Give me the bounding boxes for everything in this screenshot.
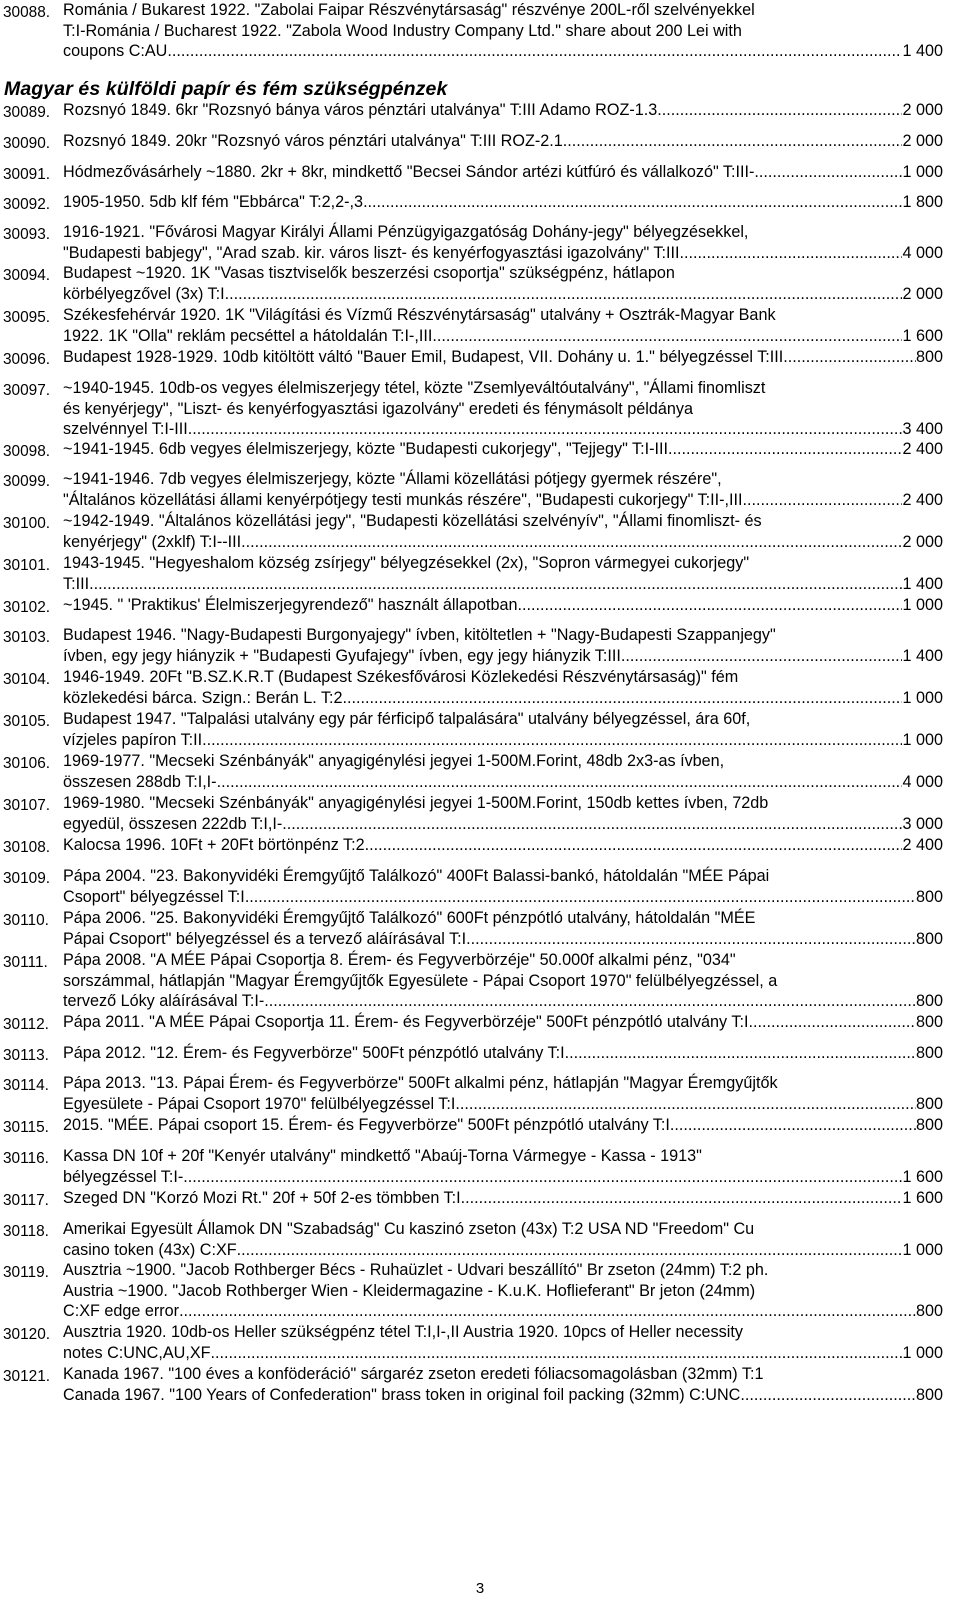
lot-description-text: Pápa 2008. "A MÉE Pápai Csoportja 8. Érem- és Fegyverbörzéje" 50.000f alkalmi pénz, "034" [63,951,736,969]
lot-price: 800 [915,887,943,906]
lot-description-text: Pápa 2012. "12. Érem- és Fegyverbörze" 500Ft pénzpótló utalvány T:I [63,1044,565,1062]
dot-leader [282,814,902,835]
lot-price: 800 [915,1302,943,1320]
lot-description-text: "Budapesti babjegy", "Arad szab. kir. város liszt- és kenyérfogyasztási igazolvány" T:III [63,243,680,262]
dot-leader [740,1385,916,1406]
lot-description-text: Székesfehérvár 1920. 1K "Világítási és Vízmű Részvénytársaság" utalvány + Osztrák-Magyar Bank [63,306,776,324]
lot-description-line [63,709,943,730]
lot-description-text: Amerikai Egyesült Államok DN "Szabadság" Cu kaszinó zseton (43x) T:2 USA ND "Freedom" Cu [63,1220,755,1238]
lot-description-line [63,730,943,751]
lot-description-text: Budapest 1946. "Nagy-Budapesti Burgonyajegy" ívben, kitöltetlen + "Nagy-Budapesti Szappanjegy" [63,626,776,644]
lot-description-line [63,490,943,511]
lot-number: 30112. [3,1016,49,1033]
lot-description-line [63,1343,943,1364]
lot-description-text: Canada 1967. "100 Years of Confederation" brass token in original foil packing (32mm) C:UNC [63,1385,741,1404]
lot-number: 30102. [3,599,51,616]
lot-number: 30113. [3,1047,49,1064]
lot-description-line [63,908,943,929]
lot-description-line [63,688,943,709]
lot-price: 1 600 [902,326,943,345]
lot-price: 1 000 [902,163,943,181]
lot-description-line [63,887,943,908]
lot-number: 30120. [3,1326,51,1343]
lot-description-text: Ausztria ~1900. "Jacob Rothberger Bécs - Ruhaüzlet - Udvari beszállító" Br zseton (24mm) T:2 ph. [63,1261,769,1279]
dot-leader [363,192,902,213]
lot-description-text: "Általános közellátási állami kenyérpótjegy testi munkás részére", "Budapesti cukorjegy" T:II-,III [63,490,743,509]
lot-number: 30119. [3,1264,49,1281]
lot-description-line [63,100,943,121]
dot-leader [461,1188,903,1209]
lot-price: 800 [915,1044,943,1062]
lot-description-text: C:XF edge error [63,1302,180,1320]
lot-description-text: ~1941-1946. 7db vegyes élelmiszerjegy, közte "Állami közellátási pótjegy gyermek részére", [63,470,722,488]
lot-description-line [63,866,943,887]
lot-description [63,162,943,183]
lot-description-text: Kalocsa 1996. 10Ft + 20Ft börtönpénz T:2 [63,836,365,854]
lot-description-line [63,835,943,856]
lot-description-line [63,305,943,326]
lot-description-line [63,1322,943,1343]
lot-price: 4 000 [902,772,943,791]
lot-description-line [63,1385,943,1406]
dot-leader [188,419,903,440]
lot-number: 30094. [3,267,51,284]
lot-number: 30104. [3,671,51,688]
lot-description [63,469,943,510]
lot-description-line [63,1188,943,1209]
lot-description-line [63,772,943,793]
lot-description-line [63,419,943,440]
lot-description-text: 1905-1950. 5db klf fém "Ebbárca" T:2,2-,3 [63,193,364,211]
lot-description-text: Pápa 2006. "25. Bakonyvidéki Éremgyűjtő Találkozó" 600Ft pénzpótló utalvány, hátoldalán "MÉE [63,909,756,927]
lot-description-line [63,326,943,347]
dot-leader [89,574,902,595]
lot-description-line [63,222,943,243]
lot-description-line [63,971,943,992]
lot-number: 30117. [3,1192,49,1209]
lot-description-line [63,1281,943,1302]
dot-leader [179,1301,916,1322]
dot-leader [668,439,902,460]
dot-leader [225,284,903,305]
lot-description-line [63,263,943,284]
lot-description-text: 1946-1949. 20Ft "B.SZ.K.R.T (Budapest Székesfővárosi Közlekedési Részvénytársaság)" fém [63,668,739,686]
dot-leader [565,1043,916,1064]
lot-description-text: ~1941-1945. 6db vegyes élelmiszerjegy, közte "Budapesti cukorjegy", "Tejjegy" T:I-III [63,440,669,458]
lot-number: 30109. [3,870,51,887]
lot-description [63,866,943,907]
lot-number: 30114. [3,1077,49,1094]
dot-leader [183,1167,902,1188]
lot-description [63,793,943,834]
dot-leader [753,1012,916,1033]
lot-number: 30110. [3,912,49,929]
lot-description-text: és kenyérjegy", "Liszt- és kenyérfogyasztási igazolvány" eredeti és fénymásolt példánya [63,399,693,418]
dot-leader [211,1343,903,1364]
lot-description [63,1322,943,1363]
lot-description-text: Hódmezővásárhely ~1880. 2kr + 8kr, mindkettő "Becsei Sándor artézi kútfúró és vállalkozó" T:III- [63,163,755,181]
lot-price: 3 400 [902,420,943,438]
lot-price: 1 600 [902,1189,943,1207]
lot-description [63,305,943,346]
lot-description-line [63,553,943,574]
lot-number: 30108. [3,839,51,856]
lot-description-text: ~1942-1949. "Általános közellátási jegy", "Budapesti közellátási szelvényív", "Állami finomliszt- és [63,512,762,530]
lot-description-line [63,929,943,950]
lot-description-line [63,1094,943,1115]
lot-number: 30111. [3,954,48,971]
lot-description-line [63,41,943,62]
lot-price: 4 000 [902,243,943,262]
dot-leader [455,1094,916,1115]
lot-description-line [63,1115,943,1136]
lot-description [63,100,943,121]
lot-description-text: ívben, egy jegy hiányzik + "Budapesti Gyufajegy" ívben, egy jegy hiányzik T:III [63,646,621,665]
lot-description-text: 1943-1945. "Hegyeshalom község zsírjegy" bélyegzésekkel (2x), "Sopron vármegyei cukorjegy" [63,554,750,572]
lot-description-line [63,1240,943,1261]
lot-description-line [63,284,943,305]
lot-description-line [63,469,943,490]
lot-description [63,192,943,213]
lot-description-line [63,595,943,616]
lot-number: 30091. [3,166,51,183]
lot-description-text: Budapest ~1920. 1K "Vasas tisztviselők beszerzési csoportja" szükségpénz, hátlapon [63,264,675,282]
lot-price: 2 000 [902,284,943,303]
lot-number: 30103. [3,629,51,646]
lot-description-line [63,1219,943,1240]
lot-description-text: notes C:UNC,AU,XF [63,1343,211,1362]
lot-description [63,439,943,460]
lot-description [63,1146,943,1187]
lot-description-text: Egyesülete - Pápai Csoport 1970" felülbélyegzéssel T:I [63,1094,456,1113]
lot-description [63,1115,943,1136]
dot-leader [241,532,902,553]
lot-number: 30098. [3,443,51,460]
lot-price: 2 000 [902,532,943,551]
lot-description [63,1043,943,1064]
lot-description-text: 1969-1977. "Mecseki Szénbányák" anyagigénylési jegyei 1-500M.Forint, 48db 2x3-as ívben, [63,752,725,770]
lot-description-text: kenyérjegy" (2xklf) T:I--III [63,532,242,551]
lot-description [63,709,943,750]
lot-description-line [63,131,943,152]
lot-description-text: összesen 288db T:I,I- [63,772,217,791]
lot-price: 3 000 [902,814,943,833]
lot-price: 800 [915,1385,943,1404]
lot-description [63,378,943,440]
lot-description-line [63,243,943,264]
dot-leader [743,490,903,511]
lot-description-line [63,1012,943,1033]
lot-description-text: T:I-Románia / Bucharest 1922. "Zabola Wood Industry Company Ltd." share about 200 Lei with [63,21,742,40]
lot-number: 30115. [3,1119,49,1136]
lot-price: 800 [915,1116,943,1134]
lot-description-text: Szeged DN "Korzó Mozi Rt." 20f + 50f 2-es tömbben T:I [63,1189,461,1207]
dot-leader [264,991,916,1012]
lot-price: 800 [915,348,943,366]
lot-price: 1 000 [902,596,943,614]
lot-description-line [63,793,943,814]
lot-number: 30107. [3,797,51,814]
lot-description-text: ~1940-1945. 10db-os vegyes élelmiszerjegy tétel, közte "Zsemlyeváltóutalvány", "Állami finomliszt [63,379,766,397]
lot-number: 30101. [3,557,51,574]
lot-description-text: szelvénnyel T:I-III [63,420,188,438]
lot-price: 1 000 [902,688,943,707]
dot-leader [621,646,903,667]
lot-description-text: Románia / Bukarest 1922. "Zabolai Faipar Részvénytársaság" részvénye 200L-ről szelvényekkel [63,1,755,19]
lot-description [63,1219,943,1260]
lot-number: 30106. [3,755,51,772]
lot-description [63,222,943,263]
lot-price: 2 400 [902,440,943,458]
lot-description [63,511,943,552]
lot-price: 1 000 [902,1343,943,1362]
lot-number: 30093. [3,226,51,243]
dot-leader [567,131,902,152]
lot-description-line [63,439,943,460]
dot-leader [680,243,903,264]
lot-description-text: közlekedési bárca. Szign.: Berán L. T:2 [63,688,343,707]
lot-price: 1 400 [902,42,943,60]
lot-description-text: Austria ~1900. "Jacob Rothberger Wien - Kleidermagazine - K.u.K. Hoflieferant" Br jeton (24mm) [63,1281,756,1300]
dot-leader [245,887,916,908]
lot-description [63,1364,943,1405]
lot-price: 2 000 [902,101,943,119]
lot-number: 30089. [3,104,51,121]
lot-description-line [63,1167,943,1188]
lot-description-line [63,162,943,183]
lot-description-line [63,399,943,420]
lot-description-line [63,667,943,688]
lot-description [63,131,943,152]
dot-leader [343,688,903,709]
lot-description-line [63,991,943,1012]
lot-description-text: Kanada 1967. "100 éves a konföderáció" sárgaréz zseton eredeti fóliacsomagolásban (32mm) T:1 [63,1365,764,1383]
lot-number: 30099. [3,473,51,490]
dot-leader [788,347,916,368]
lot-description [63,263,943,304]
lot-description [63,625,943,666]
lot-description-text: 1916-1921. "Fővárosi Magyar Királyi Állami Pénzügyigazgatóság Dohány-jegy" bélyegzésekkel, [63,223,749,241]
lot-price: 1 000 [902,1240,943,1259]
lot-description-line [63,532,943,553]
dot-leader [202,730,902,751]
lot-description [63,595,943,616]
dot-leader [657,100,902,121]
lot-description-line [63,751,943,772]
lot-description-text: Pápa 2011. "A MÉE Pápai Csoportja 11. Érem- és Fegyverbörzéje" 500Ft pénzpótló utalvány T:I. [63,1013,753,1031]
lot-description-text: Pápa 2013. "13. Pápai Érem- és Fegyverbörze" 500Ft alkalmi pénz, hátlapján "Magyar Éremgyűjtők [63,1074,778,1092]
lot-description [63,667,943,708]
lot-number: 30118. [3,1223,49,1240]
lot-description [63,1012,943,1033]
lot-description [63,1188,943,1209]
lot-description-line [63,625,943,646]
lot-description [63,553,943,594]
dot-leader [217,772,903,793]
lot-number: 30105. [3,713,51,730]
dot-leader [466,929,916,950]
lot-description-line [63,1260,943,1281]
lot-description-line [63,511,943,532]
lot-description-text: 2015. "MÉE. Pápai csoport 15. Érem- és Fegyverbörze" 500Ft pénzpótló utalvány T:I [63,1116,670,1134]
lot-price: 1 400 [902,574,943,593]
lot-price: 800 [915,1094,943,1113]
lot-description-text: Rozsnyó 1849. 20kr "Rozsnyó város pénztári utalványa" T:III ROZ-2.1. [63,132,568,150]
lot-price: 1 400 [902,646,943,665]
lot-number: 30116. [3,1150,49,1167]
lot-number: 30096. [3,351,51,368]
dot-leader [365,835,903,856]
lot-description-line [63,1043,943,1064]
lot-description-line [63,347,943,368]
lot-description-text: Rozsnyó 1849. 6kr "Rozsnyó bánya város pénztári utalványa" T:III Adamo ROZ-1.3 [63,101,658,119]
lot-number: 30092. [3,196,51,213]
dot-leader [437,326,903,347]
lot-description-line [63,378,943,399]
lot-price: 2 400 [902,836,943,854]
lot-description-line [63,1364,943,1385]
lot-description-line [63,1146,943,1167]
lot-description-text: Budapest 1947. "Talpalási utalvány egy pár férficipő talpalására" utalvány bélyegzéssel, ára 60f, [63,710,751,728]
lot-description-line [63,814,943,835]
lot-number: 30121. [3,1368,51,1385]
lot-number: 30090. [3,135,51,152]
lot-number: 30095. [3,309,51,326]
dot-leader [754,162,902,183]
lot-description-text: T:III [63,574,90,593]
lot-description [63,950,943,1012]
lot-description [63,347,943,368]
lot-description-line [63,192,943,213]
lot-description-text: Pápa 2004. "23. Bakonyvidéki Éremgyűjtő Találkozó" 400Ft Balassi-bankó, hátoldalán "MÉE Pápai [63,867,770,885]
lot-description-text: egyedül, összesen 222db T:I,I- [63,814,283,833]
section-heading: Magyar és külföldi papír és fém szükségpénzek [4,78,448,100]
lot-description-text: 1969-1980. "Mecseki Szénbányák" anyagigénylési jegyei 1-500M.Forint, 150db kettes ívben, 72db [63,794,769,812]
lot-price: 800 [915,992,943,1010]
lot-price: 800 [915,1013,943,1031]
lot-description-line [63,21,943,42]
lot-description-text: casino token (43x) C:XF [63,1240,237,1259]
lot-description-text: Budapest 1928-1929. 10db kitöltött váltó "Bauer Emil, Budapest, VII. Dohány u. 1." bélyegzéssel T:III. [63,348,788,366]
lot-description-line [63,950,943,971]
lot-description-text: bélyegzéssel T:I- [63,1167,184,1186]
lot-description-text: Ausztria 1920. 10db-os Heller szükségpénz tétel T:I,I-,II Austria 1920. 10pcs of Heller necessity [63,1323,743,1341]
lot-price: 800 [915,929,943,948]
dot-leader [670,1115,916,1136]
lot-description-line [63,646,943,667]
lot-description-text: vízjeles papíron T:II [63,730,203,749]
lot-number: 30088. [3,4,51,21]
lot-description [63,835,943,856]
lot-number: 30097. [3,382,51,399]
lot-description-text: coupons C:AU. [63,42,172,60]
lot-description-line [63,0,943,21]
lot-description-text: Pápai Csoport" bélyegzéssel és a tervező aláírásával T:I [63,929,467,948]
dot-leader [237,1240,903,1261]
lot-description-text: sorszámmal, hátlapján "Magyar Éremgyűjtők Egyesülete - Pápai Csoport 1970" felülbélyegzéssel, a [63,971,778,990]
lot-description-text: tervező Lóky aláírásával T:I- [63,992,265,1010]
lot-number: 30100. [3,515,51,532]
lot-description-line [63,1073,943,1094]
lot-description-line [63,574,943,595]
lot-price: 1 800 [902,193,943,211]
lot-description-line [63,1301,943,1322]
lot-price: 1 600 [902,1167,943,1186]
lot-description-text: Csoport" bélyegzéssel T:I [63,887,245,906]
dot-leader [518,595,903,616]
lot-price: 2 000 [902,132,943,150]
lot-price: 1 000 [902,730,943,749]
page-number: 3 [475,1580,485,1597]
lot-description [63,751,943,792]
lot-description [63,1073,943,1114]
lot-description [63,908,943,949]
dot-leader [172,41,903,62]
lot-description-text: ~1945. " 'Praktikus' Élelmiszerjegyrendező" használt állapotban [63,596,518,614]
lot-price: 2 400 [902,490,943,509]
lot-description-text: 1922. 1K "Olla" reklám pecséttel a hátoldalán T:I-,III. [63,326,437,345]
lot-description-text: körbélyegzővel (3x) T:I [63,284,225,303]
lot-description-text: Kassa DN 10f + 20f "Kenyér utalvány" mindkettő "Abaúj-Torna Vármegye - Kassa - 1913" [63,1147,702,1165]
lot-description [63,0,943,62]
lot-description [63,1260,943,1322]
